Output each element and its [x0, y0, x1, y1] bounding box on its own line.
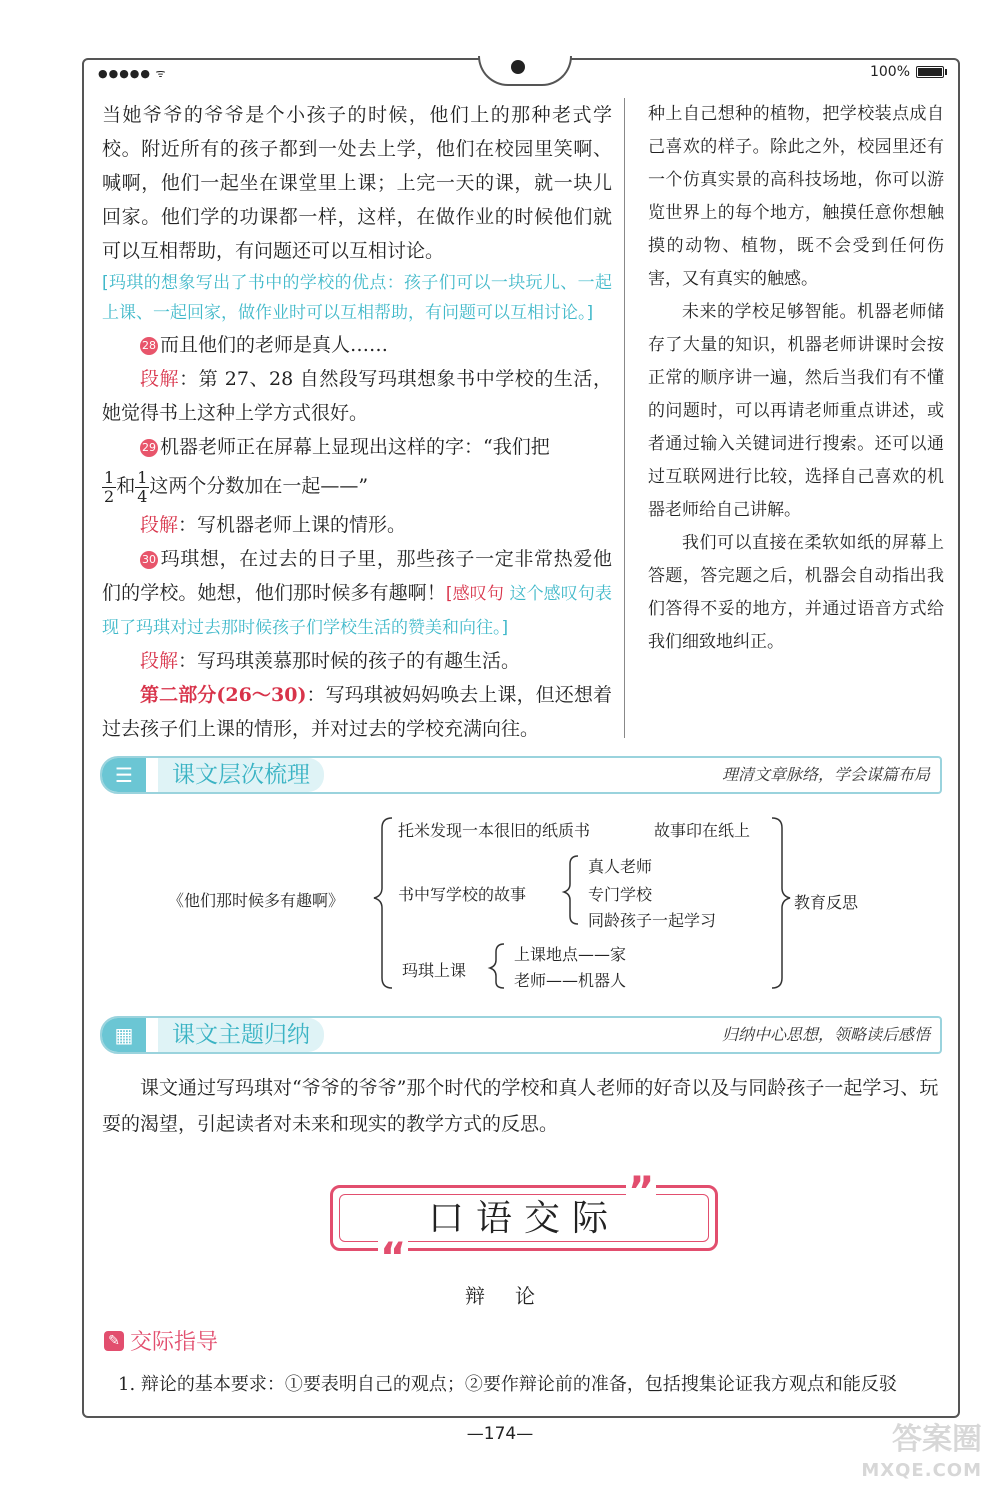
- battery-status: [870, 64, 944, 80]
- grid-icon: ▦: [102, 1018, 146, 1052]
- fraction-line: [102, 464, 612, 508]
- paragraph-number-28: 28: [140, 337, 158, 355]
- fraction-quarter-numerator: 1: [137, 467, 148, 487]
- annotation-2-text: 这个感叹句表现了玛琪对过去那时候孩子们学校生活的赞美和向往。]: [102, 584, 612, 638]
- annotation-1: [玛琪的想象写出了书中的学校的优点：孩子们可以一块玩儿、一起上课、一起回家，做作业时可以互相帮助，有问题可以互相讨论。]: [102, 273, 612, 323]
- page-number: —174—: [466, 1424, 534, 1444]
- tree-branch-2-leaf: 专门学校: [588, 885, 653, 904]
- guide-heading: [104, 1325, 218, 1356]
- paragraph-28: [102, 328, 612, 362]
- and-word: 和: [116, 475, 136, 497]
- tree-branch-2-leaf: 真人老师: [588, 857, 653, 876]
- paragraph-number-29: 29: [140, 439, 158, 457]
- segment-note-2-text: ：写机器老师上课的情形。: [178, 514, 407, 536]
- battery-icon: [916, 66, 944, 78]
- section-theme-header: [100, 1016, 942, 1054]
- segment-label: 段解: [140, 514, 179, 536]
- part-two-summary: [102, 678, 612, 746]
- banner-title: 口语交际: [339, 1194, 709, 1242]
- battery-fill: [918, 68, 942, 76]
- fraction-quarter: [135, 469, 149, 506]
- section-subtitle: 理清文章脉络，学会谋篇布局: [721, 765, 930, 784]
- essay-paragraph-3: 我们可以直接在柔软如纸的屏幕上答题，答完题之后，机器会自动指出我们答得不妥的地方，并通过语音方式给我们细致地纠正。: [648, 533, 944, 652]
- paragraph-28-text: 而且他们的老师是真人……: [160, 334, 389, 356]
- paragraph-29-text: 机器老师正在屏幕上显现出这样的字：“我们把: [160, 436, 550, 458]
- section-title: 课文主题归纳: [158, 1018, 324, 1052]
- left-column: [102, 98, 612, 746]
- signal-icon: ●●●●● ᯤ: [98, 67, 167, 80]
- segment-note-3: [102, 644, 612, 678]
- part-two-label: 第二部分(26～30): [140, 684, 307, 706]
- segment-note-3-text: ：写玛琪羡慕那时候的孩子的有趣生活。: [178, 650, 521, 672]
- tree-result: 教育反思: [794, 893, 859, 912]
- fraction-half: [102, 469, 116, 506]
- fraction-half-denominator: 2: [104, 486, 115, 506]
- tree-root: 《他们那时候多有趣啊》: [168, 891, 345, 910]
- annotation-2-label: [感叹句: [445, 584, 504, 604]
- segment-note-2: [102, 508, 612, 542]
- theme-summary: 课文通过写玛琪对“爷爷的爷爷”那个时代的学校和真人老师的好奇以及与同龄孩子一起学习、玩耍的渴望，引起读者对未来和现实的教学方式的反思。: [102, 1077, 939, 1135]
- paragraph-30: [102, 542, 612, 644]
- paragraph-30-text: 玛琪想，在过去的日子里，那些孩子一定非常热爱他们的学校。她想，他们那时候多有趣啊！: [102, 548, 612, 604]
- paragraph-29-end: 这两个分数加在一起——”: [149, 475, 369, 497]
- tree-branch-3-leaf: 上课地点——家: [514, 945, 627, 964]
- watermark-text: 答案圈: [892, 1422, 982, 1457]
- part-two-text: ：写玛琪被妈妈唤去上课，但还想着过去孩子们上课的情形，并对过去的学校充满向往。: [102, 684, 612, 740]
- segment-label: 段解: [140, 650, 179, 672]
- list-icon: ☰: [102, 758, 146, 792]
- essay-paragraph-1: 种上自己想种的植物，把学校装点成自己喜欢的样子。除此之外，校园里还有一个仿真实景的高科技场地，你可以游览世界上的每个地方，触摸任意你想触摸的动物、植物，既不会受到任何伤害，又有真实的触感。: [648, 104, 944, 289]
- section-subtitle: 归纳中心思想，领略读后感悟: [721, 1025, 930, 1044]
- structure-tree: [160, 812, 900, 992]
- segment-note-1-text: ：第 27、28 自然段写玛琪想象书中学校的生活，她觉得书上这种上学方式很好。: [102, 368, 612, 424]
- paragraph-number-30: 30: [140, 551, 158, 569]
- tree-branch-2: 书中写学校的故事: [398, 885, 527, 904]
- segment-label: 段解: [140, 368, 180, 390]
- tree-branch-2-leaf: 同龄孩子一起学习: [588, 911, 717, 930]
- paragraph-27: 当她爷爷的爷爷是个小孩子的时候，他们上的那种老式学校。附近所有的孩子都到一处去上学，他们在校园里笑啊、喊啊，他们一起坐在课堂里上课；上完一天的课，就一块儿回家。他们学的功课都一样，这样，在做作业的时候他们就可以互相帮助，有问题还可以互相讨论。: [102, 104, 612, 262]
- pencil-icon: ✎: [104, 1331, 124, 1351]
- quote-open-icon: “: [380, 1235, 407, 1281]
- tree-branch-3: 玛琪上课: [402, 961, 467, 980]
- watermark-logo: [802, 1420, 982, 1488]
- watermark-domain: MXQE.COM: [861, 1460, 982, 1481]
- tree-branch-3-leaf: 老师——机器人: [514, 971, 627, 990]
- tree-branch-1: 托米发现一本很旧的纸质书: [398, 821, 591, 840]
- battery-text: 100%: [869, 64, 910, 80]
- fraction-half-numerator: 1: [104, 467, 115, 487]
- section-title: 课文层次梳理: [158, 758, 324, 792]
- essay-paragraph-2: 未来的学校足够智能。机器老师储存了大量的知识，机器老师讲课时会按正常的顺序讲一遍，然后当我们有不懂的问题时，可以再请老师重点讲述，或者通过输入关键词进行搜索。还可以通过互联网进行比较，选择自己喜欢的机器老师给自己讲解。: [648, 302, 944, 520]
- right-column: [648, 98, 944, 659]
- tree-branch-1-leaf: 故事印在纸上: [654, 821, 751, 840]
- guide-label: 交际指导: [130, 1330, 219, 1355]
- column-divider: [624, 98, 625, 738]
- quote-close-icon: ”: [628, 1169, 655, 1215]
- section-structure-header: [100, 756, 942, 794]
- fraction-quarter-denominator: 4: [137, 486, 148, 506]
- guide-point-1: 1. 辩论的基本要求：①要表明自己的观点；②要作辩论前的准备，包括搜集论证我方观点和能反驳: [118, 1374, 897, 1395]
- oral-subtitle: 辩论: [465, 1284, 565, 1308]
- segment-note-1: [102, 362, 612, 430]
- paragraph-29: [102, 430, 612, 464]
- camera-icon: [511, 60, 525, 74]
